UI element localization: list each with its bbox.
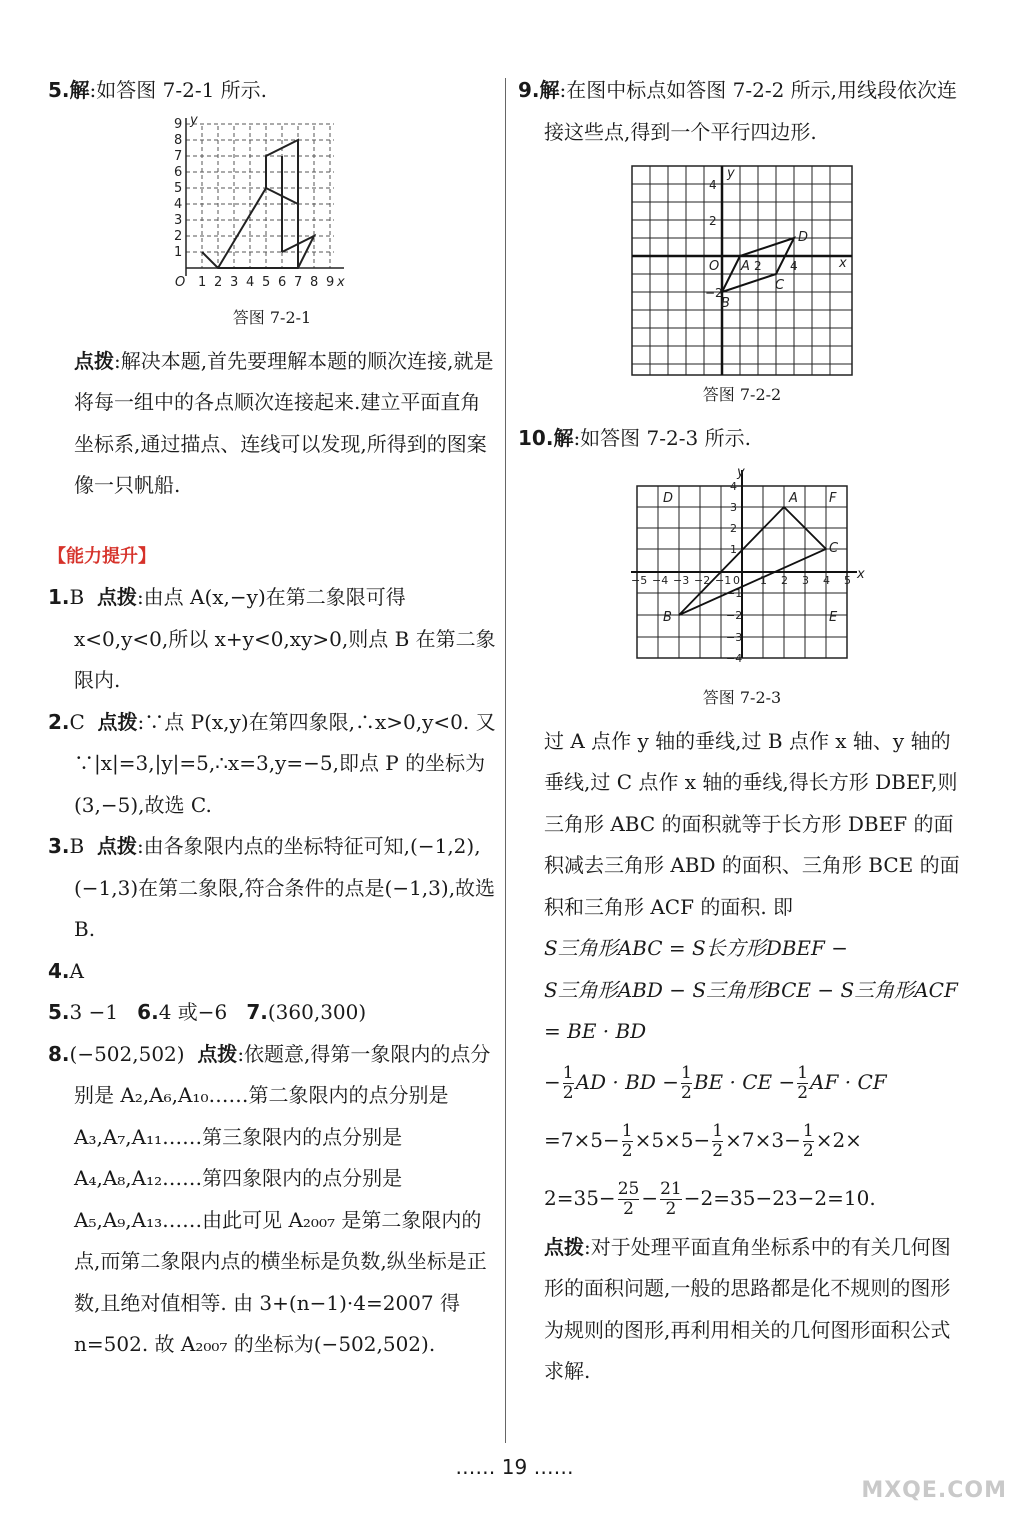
x-tick: 2	[214, 274, 223, 290]
fraction-half	[797, 1064, 808, 1103]
equation-text: =7×5−	[544, 1127, 620, 1152]
q5-jie: 解	[69, 78, 90, 102]
x-tick: 4	[823, 573, 830, 587]
equation-text: −	[544, 1069, 561, 1094]
figure-7-2-2	[629, 163, 855, 378]
tip-label: 点拨	[197, 1041, 238, 1066]
q5-tip	[48, 341, 496, 507]
point-label-a: A	[741, 259, 750, 274]
figure-7-2-3	[617, 466, 867, 681]
answer-number: 8.	[48, 1041, 70, 1066]
x-tick: 5	[262, 274, 271, 290]
answer-choice: B	[69, 585, 85, 609]
page-number	[0, 1455, 1029, 1479]
page-dots: ……	[533, 1455, 574, 1479]
q9-number: 9.	[518, 78, 540, 102]
y-tick: 2	[174, 228, 183, 244]
q9	[518, 70, 966, 153]
fraction-half	[803, 1122, 814, 1161]
explain-text: 过 A 点作 y 轴的垂线,过 B 点作 x 轴、y 轴的垂线,过 C 点作 x 轴的垂线,得长方形 DBEF,则三角形 ABC 的面积就等于长方形 DBEF 的面积减去三角形 ABD 的面积、三角形 BCE 的面积和三角形 ACF 的面积. 即	[544, 728, 960, 919]
fraction-half	[712, 1122, 723, 1161]
y-tick: −1	[726, 586, 743, 600]
answer-value: (360,300)	[267, 1000, 367, 1024]
tip-text: :对于处理平面直角坐标系中的有关几何图形的面积问题,一般的思路都是化不规则的图形为规则的图形,再利用相关的几何图形面积公式求解.	[544, 1234, 951, 1383]
x-tick: 1	[760, 573, 767, 587]
answer-number: 6.	[137, 1000, 159, 1024]
x-tick: 0	[733, 573, 740, 587]
q10-explanation	[518, 721, 966, 929]
point-label-a: A	[789, 490, 798, 506]
x-tick: 5	[844, 573, 851, 587]
y-tick: −2	[705, 286, 723, 300]
q9-jie: 解	[539, 78, 560, 102]
section-title: 【能力提升】	[48, 545, 156, 567]
denominator: 2	[621, 1140, 633, 1161]
q10-jie: 解	[553, 426, 574, 450]
y-tick: 2	[730, 521, 737, 535]
y-tick: 1	[174, 244, 183, 260]
point-label-b: B	[721, 296, 730, 311]
equation-text: ×2×	[815, 1127, 862, 1152]
denominator: 2	[681, 1082, 692, 1103]
tip-label: 点拨	[96, 834, 137, 858]
answer-3	[48, 826, 496, 951]
answer-choice: A	[69, 958, 84, 983]
answer-choice: B	[69, 834, 85, 858]
y-tick: 3	[730, 500, 737, 514]
numerator: 21	[660, 1178, 682, 1199]
denominator: 2	[623, 1198, 634, 1219]
x-tick: 4	[246, 274, 255, 290]
figure-caption: 答图 7-2-3	[702, 687, 782, 707]
x-axis-label: x	[839, 256, 847, 271]
point-label-d: D	[798, 230, 809, 245]
tip-label: 点拨	[74, 348, 114, 373]
denominator: 2	[797, 1082, 809, 1103]
numerator: 25	[617, 1178, 640, 1199]
y-tick: 1	[730, 542, 737, 556]
x-tick: 2	[754, 259, 762, 273]
page-number-value: 19	[501, 1455, 528, 1479]
x-tick: −2	[694, 573, 711, 587]
denominator: 2	[712, 1140, 724, 1161]
answer-number: 4.	[48, 958, 70, 983]
y-tick: 2	[709, 214, 717, 228]
x-tick: 3	[230, 274, 239, 290]
q10-number: 10.	[518, 426, 554, 450]
q5-text: :如答图 7-2-1 所示.	[89, 78, 268, 102]
equation-text: BE · CE −	[693, 1069, 796, 1094]
equation-line-3	[518, 1053, 966, 1111]
answer-number: 1.	[48, 585, 70, 609]
grid	[186, 124, 334, 268]
fraction-half	[563, 1064, 574, 1103]
equation-line-5	[518, 1169, 966, 1227]
x-tick: 9	[326, 274, 335, 290]
numerator: 1	[802, 1120, 814, 1141]
equation-text: −2=35−23−2=10.	[683, 1185, 876, 1210]
answer-number: 3.	[48, 834, 70, 858]
fraction-half	[681, 1064, 692, 1103]
q5-line	[48, 70, 496, 112]
x-tick: −1	[715, 573, 732, 587]
right-column	[518, 70, 966, 1393]
equation-text: AF · CF	[810, 1069, 887, 1094]
equation-text: ×7×3−	[725, 1127, 801, 1152]
origin-label: O	[709, 259, 720, 274]
y-tick: 9	[174, 116, 183, 132]
equation-text: S三角形ABC = S长方形DBEF −	[544, 936, 849, 960]
answer-2	[48, 702, 496, 827]
column-divider	[505, 78, 506, 1443]
x-tick: 8	[310, 274, 319, 290]
answer-1	[48, 577, 496, 702]
denominator: 2	[562, 1082, 574, 1103]
y-tick: −3	[726, 630, 743, 644]
x-tick: 1	[198, 274, 207, 290]
figure-caption: 答图 7-2-1	[232, 307, 312, 327]
equation-text: −	[641, 1185, 659, 1210]
origin-label: O	[175, 274, 186, 290]
tip-text: :解决本题,首先要理解本题的顺次连接,就是将每一组中的各点顺次连接起来.建立平面直角坐标系,通过描点、连线可以发现,所得到的图案像一只帆船.	[74, 348, 494, 497]
equation-text: S三角形ABD − S三角形BCE − S三角形ACF = BE · BD	[544, 977, 958, 1043]
tip-label: 点拨	[97, 709, 138, 734]
answer-text: :∵点 P(x,y)在第四象限,∴x>0,y<0. 又∵|x|=3,|y|=5,∴x=3,y=−5,即点 P 的坐标为(3,−5),故选 C.	[74, 709, 496, 817]
numerator: 1	[562, 1062, 574, 1083]
equation-line-1	[518, 928, 966, 970]
answer-4	[48, 951, 496, 993]
y-axis-label: y	[727, 166, 735, 181]
page-dots: ……	[455, 1455, 496, 1479]
answer-value: 4 或−6	[158, 1000, 228, 1024]
q10-tip	[518, 1227, 966, 1393]
numerator: 1	[621, 1120, 633, 1141]
y-tick: 5	[174, 180, 183, 196]
numerator: 1	[712, 1120, 724, 1141]
left-column	[48, 70, 496, 1366]
equation-line-4	[518, 1111, 966, 1169]
y-tick: 7	[174, 148, 183, 164]
answer-text: :由点 A(x,−y)在第二象限可得 x<0,y<0,所以 x+y<0,xy>0,则点 B 在第二象限内.	[74, 585, 496, 692]
figure-7-2-1	[172, 116, 372, 301]
equation-text: 2=35−	[544, 1185, 616, 1210]
tip-label: 点拨	[544, 1234, 584, 1259]
x-axis-label: x	[857, 566, 865, 582]
x-tick: −4	[652, 573, 669, 587]
x-tick: −5	[631, 573, 648, 587]
y-tick: −4	[726, 651, 743, 665]
equation-line-2	[518, 970, 966, 1053]
answer-value: 3 −1	[69, 1000, 119, 1024]
answer-value: (−502,502)	[69, 1041, 185, 1066]
x-tick: −3	[673, 573, 690, 587]
figure-caption: 答图 7-2-2	[702, 385, 782, 404]
watermark: MXQE.COM	[861, 1478, 1007, 1503]
y-tick: 4	[174, 196, 183, 212]
x-axis-label: x	[337, 274, 345, 290]
equation-text: ×5×5−	[634, 1127, 711, 1152]
point-label-c: C	[829, 540, 839, 556]
q10-text: :如答图 7-2-3 所示.	[573, 426, 751, 450]
point-label-f: F	[829, 490, 837, 506]
x-tick: 3	[802, 573, 809, 587]
y-tick: 4	[730, 479, 737, 493]
y-tick: 3	[174, 212, 183, 228]
x-tick: 6	[278, 274, 287, 290]
tip-label: 点拨	[96, 585, 137, 609]
denominator: 2	[665, 1198, 677, 1219]
x-tick: 4	[790, 259, 798, 273]
equation-text: AD · BD −	[575, 1069, 679, 1094]
fraction-half	[622, 1122, 633, 1161]
x-tick: 7	[294, 274, 303, 290]
point-label-b: B	[663, 609, 672, 625]
answer-number: 2.	[48, 709, 70, 734]
y-tick: 4	[709, 178, 717, 192]
q5-number: 5.	[48, 78, 70, 102]
y-tick: 6	[174, 164, 183, 180]
answer-number: 7.	[246, 1000, 268, 1024]
fraction-21-2	[660, 1180, 682, 1219]
answer-text: :依题意,得第一象限内的点分别是 A₂,A₆,A₁₀……第二象限内的点分别是 A₃,A₇,A₁₁……第三象限内的点分别是 A₄,A₈,A₁₂……第四象限内的点分别是 A₅,A₉,A₁₃……由此可见 A₂₀₀₇ 是第二象限内的点,而第二象限内点的横坐标是负数,纵坐标是正数,且绝对值相等. 由 3+(n−1)·4=2007 得 n=502. 故 A₂₀₀₇ 的坐标为(−502,502).	[74, 1041, 491, 1356]
y-axis-label: y	[190, 115, 198, 128]
point-label-c: C	[775, 278, 785, 293]
y-axis-label: y	[737, 465, 745, 480]
point-label-e: E	[829, 609, 838, 625]
fraction-25-2	[618, 1180, 640, 1219]
denominator: 2	[802, 1140, 814, 1161]
x-tick: 2	[781, 573, 788, 587]
answer-number: 5.	[48, 1000, 70, 1024]
q9-text: :在图中标点如答图 7-2-2 所示,用线段依次连接这些点,得到一个平行四边形.	[544, 78, 958, 144]
q10	[518, 418, 966, 460]
answers-5-7	[48, 992, 496, 1034]
y-tick: −2	[726, 608, 743, 622]
point-label-d: D	[663, 490, 674, 506]
numerator: 1	[681, 1062, 692, 1083]
answer-text: :由各象限内点的坐标特征可知,(−1,2),(−1,3)在第二象限,符合条件的点是(−1,3),故选 B.	[74, 834, 496, 941]
answer-choice: C	[69, 709, 85, 734]
triangle-abc	[679, 507, 826, 615]
numerator: 1	[797, 1062, 809, 1083]
answer-8	[48, 1034, 496, 1366]
y-tick: 8	[174, 132, 183, 148]
